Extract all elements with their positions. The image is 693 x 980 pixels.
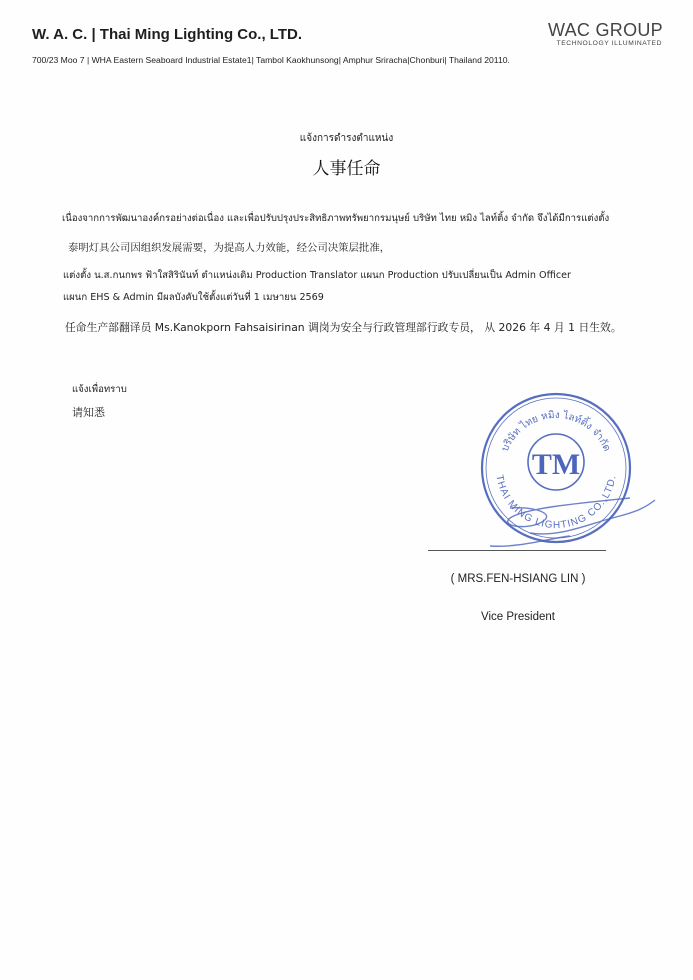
notice-thai: แจ้งเพื่อทราบ [72, 384, 127, 395]
stamp-center-text: TM [531, 448, 581, 481]
signature-line [428, 550, 606, 551]
stamp-bottom-arc-text: THAI MING LIGHTING CO.,LTD. [493, 474, 619, 532]
notice-chinese: 请知悉 [72, 406, 105, 419]
title-chinese: 人事任命 [312, 159, 381, 179]
signatory-title: Vice President [481, 611, 555, 623]
signatory-name: ( MRS.FEN-HSIANG LIN ) [450, 573, 586, 585]
title-thai: แจ้งการดำรงตำแหน่ง [299, 133, 394, 144]
wac-group-logo: WAC GROUP [547, 20, 663, 40]
company-name: W. A. C. | Thai Ming Lighting Co., LTD. [32, 26, 302, 43]
stamp-top-arc-text: บริษัท ไทย หมิง ไลท์ติ้ง จำกัด [499, 409, 613, 454]
body-line-2: 泰明灯具公司因组织发展需要，为提高人力效能，经公司决策层批准， [68, 242, 391, 254]
logo-tagline: TECHNOLOGY ILLUMINATED [556, 40, 662, 47]
body-line-1: เนื่องจากการพัฒนาองค์กรอย่างต่อเนื่อง และเพื่อปรับปรุงประสิทธิภาพทรัพยากรมนุษย์ บริษัท ไทย หมิง ไลท์ติ้ง จำกัด จึงได้มีการแต่งตั้ง [62, 213, 610, 224]
company-address: 700/23 Moo 7 | WHA Eastern Seaboard Industrial Estate1| Tambol Kaokhunsong| Amphur Sriracha|Chonburi| Thailand 20110. [32, 55, 510, 65]
body-line-5: 任命生产部翻译员 Ms.Kanokporn Fahsaisirinan 调岗为安全与行政管理部行政专员， 从 2026 年 4 月 1 日生效。 [65, 321, 622, 334]
body-line-4: แผนก EHS & Admin มีผลบังคับใช้ตั้งแต่วันที่ 1 เมษายน 2569 [63, 292, 324, 303]
svg-text:บริษัท ไทย หมิง ไลท์ติ้ง จำกัด [500, 409, 612, 453]
body-line-3: แต่งตั้ง น.ส.กนกพร ฟ้าใสสิรินันท์ ตำแหน่งเดิม Production Translator แผนก Production ปรับเปลี่ยนเป็น Admin Officer [63, 270, 571, 281]
handwritten-signature [470, 478, 670, 558]
